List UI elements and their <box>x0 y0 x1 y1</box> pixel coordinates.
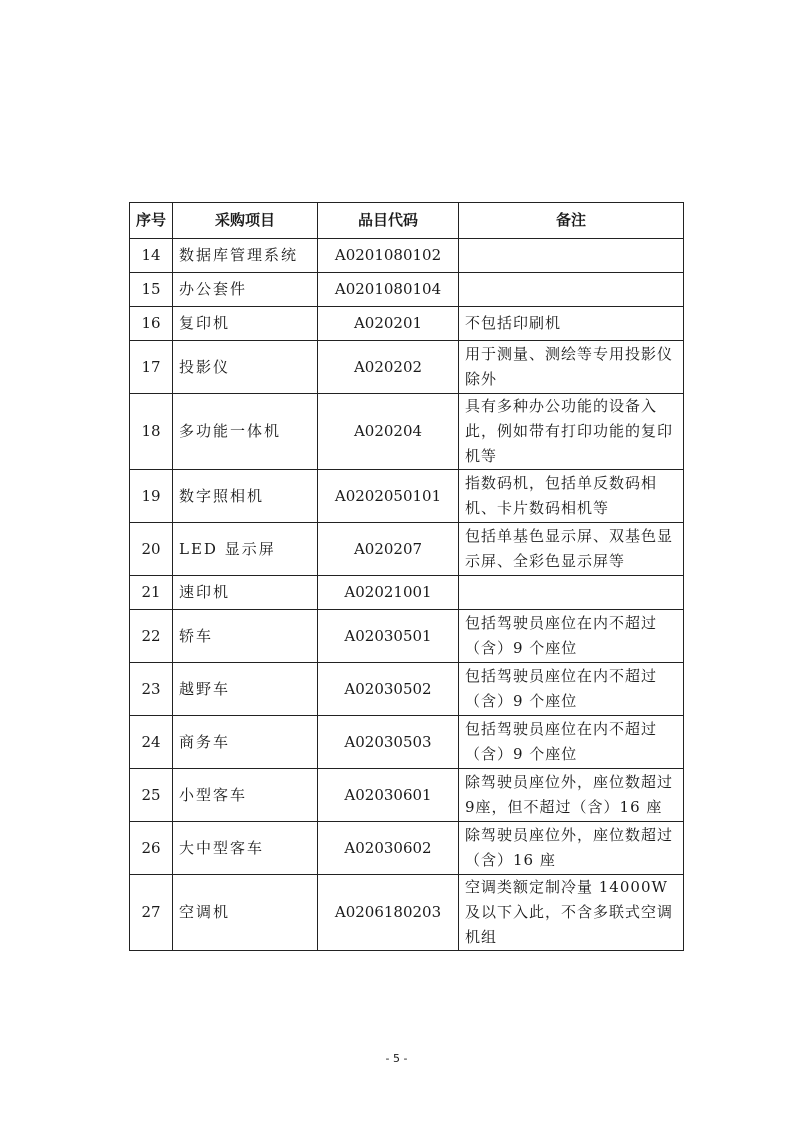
table-row <box>130 663 684 716</box>
cell-code: A02030503 <box>318 716 459 769</box>
cell-no: 26 <box>130 822 173 875</box>
table-row <box>130 394 684 470</box>
table-row <box>130 875 684 951</box>
cell-no: 25 <box>130 769 173 822</box>
cell-code: A0206180203 <box>318 875 459 951</box>
table-header-row <box>130 203 684 239</box>
header-note: 备注 <box>459 203 684 239</box>
cell-no: 22 <box>130 610 173 663</box>
cell-item: 空调机 <box>173 875 318 951</box>
cell-no: 17 <box>130 341 173 394</box>
cell-item: 大中型客车 <box>173 822 318 875</box>
table-row <box>130 769 684 822</box>
cell-item: LED 显示屏 <box>173 523 318 576</box>
cell-code: A02030502 <box>318 663 459 716</box>
cell-code: A0201080102 <box>318 239 459 273</box>
cell-note: 包括驾驶员座位在内不超过（含）9 个座位 <box>459 716 684 769</box>
cell-note <box>459 239 684 273</box>
cell-note: 空调类额定制冷量 14000W 及以下入此，不含多联式空调机组 <box>459 875 684 951</box>
header-code: 品目代码 <box>318 203 459 239</box>
table-row <box>130 239 684 273</box>
table-row <box>130 610 684 663</box>
cell-code: A020204 <box>318 394 459 470</box>
cell-item: 投影仪 <box>173 341 318 394</box>
table-row <box>130 822 684 875</box>
table-row <box>130 523 684 576</box>
cell-no: 24 <box>130 716 173 769</box>
cell-code: A020207 <box>318 523 459 576</box>
cell-code: A020201 <box>318 307 459 341</box>
cell-code: A02030501 <box>318 610 459 663</box>
cell-item: 数据库管理系统 <box>173 239 318 273</box>
cell-no: 19 <box>130 470 173 523</box>
cell-note: 具有多种办公功能的设备入此，例如带有打印功能的复印机等 <box>459 394 684 470</box>
cell-item: 数字照相机 <box>173 470 318 523</box>
cell-note: 指数码机，包括单反数码相机、卡片数码相机等 <box>459 470 684 523</box>
cell-note: 包括驾驶员座位在内不超过（含）9 个座位 <box>459 610 684 663</box>
table-row <box>130 341 684 394</box>
table-row <box>130 576 684 610</box>
cell-item: 复印机 <box>173 307 318 341</box>
cell-no: 18 <box>130 394 173 470</box>
cell-item: 办公套件 <box>173 273 318 307</box>
cell-note <box>459 273 684 307</box>
cell-item: 越野车 <box>173 663 318 716</box>
header-item: 采购项目 <box>173 203 318 239</box>
cell-code: A020202 <box>318 341 459 394</box>
cell-item: 多功能一体机 <box>173 394 318 470</box>
cell-no: 21 <box>130 576 173 610</box>
cell-note: 包括驾驶员座位在内不超过（含）9 个座位 <box>459 663 684 716</box>
table-row <box>130 273 684 307</box>
cell-note: 包括单基色显示屏、双基色显示屏、全彩色显示屏等 <box>459 523 684 576</box>
cell-no: 23 <box>130 663 173 716</box>
cell-item: 商务车 <box>173 716 318 769</box>
cell-no: 14 <box>130 239 173 273</box>
cell-code: A0201080104 <box>318 273 459 307</box>
header-no: 序号 <box>130 203 173 239</box>
cell-no: 16 <box>130 307 173 341</box>
table-row <box>130 307 684 341</box>
cell-code: A02030601 <box>318 769 459 822</box>
cell-code: A02030602 <box>318 822 459 875</box>
cell-note: 除驾驶员座位外，座位数超过（含）16 座 <box>459 822 684 875</box>
cell-code: A0202050101 <box>318 470 459 523</box>
table-row <box>130 470 684 523</box>
cell-note <box>459 576 684 610</box>
cell-no: 20 <box>130 523 173 576</box>
procurement-table <box>129 202 684 951</box>
cell-note: 除驾驶员座位外，座位数超过9座，但不超过（含）16 座 <box>459 769 684 822</box>
table-row <box>130 716 684 769</box>
cell-no: 15 <box>130 273 173 307</box>
cell-item: 小型客车 <box>173 769 318 822</box>
cell-no: 27 <box>130 875 173 951</box>
cell-note: 用于测量、测绘等专用投影仪除外 <box>459 341 684 394</box>
cell-item: 轿车 <box>173 610 318 663</box>
cell-item: 速印机 <box>173 576 318 610</box>
table-body <box>130 239 684 951</box>
cell-code: A02021001 <box>318 576 459 610</box>
cell-note: 不包括印刷机 <box>459 307 684 341</box>
procurement-table-wrapper <box>129 202 683 951</box>
page-number: - 5 - <box>385 1052 408 1065</box>
